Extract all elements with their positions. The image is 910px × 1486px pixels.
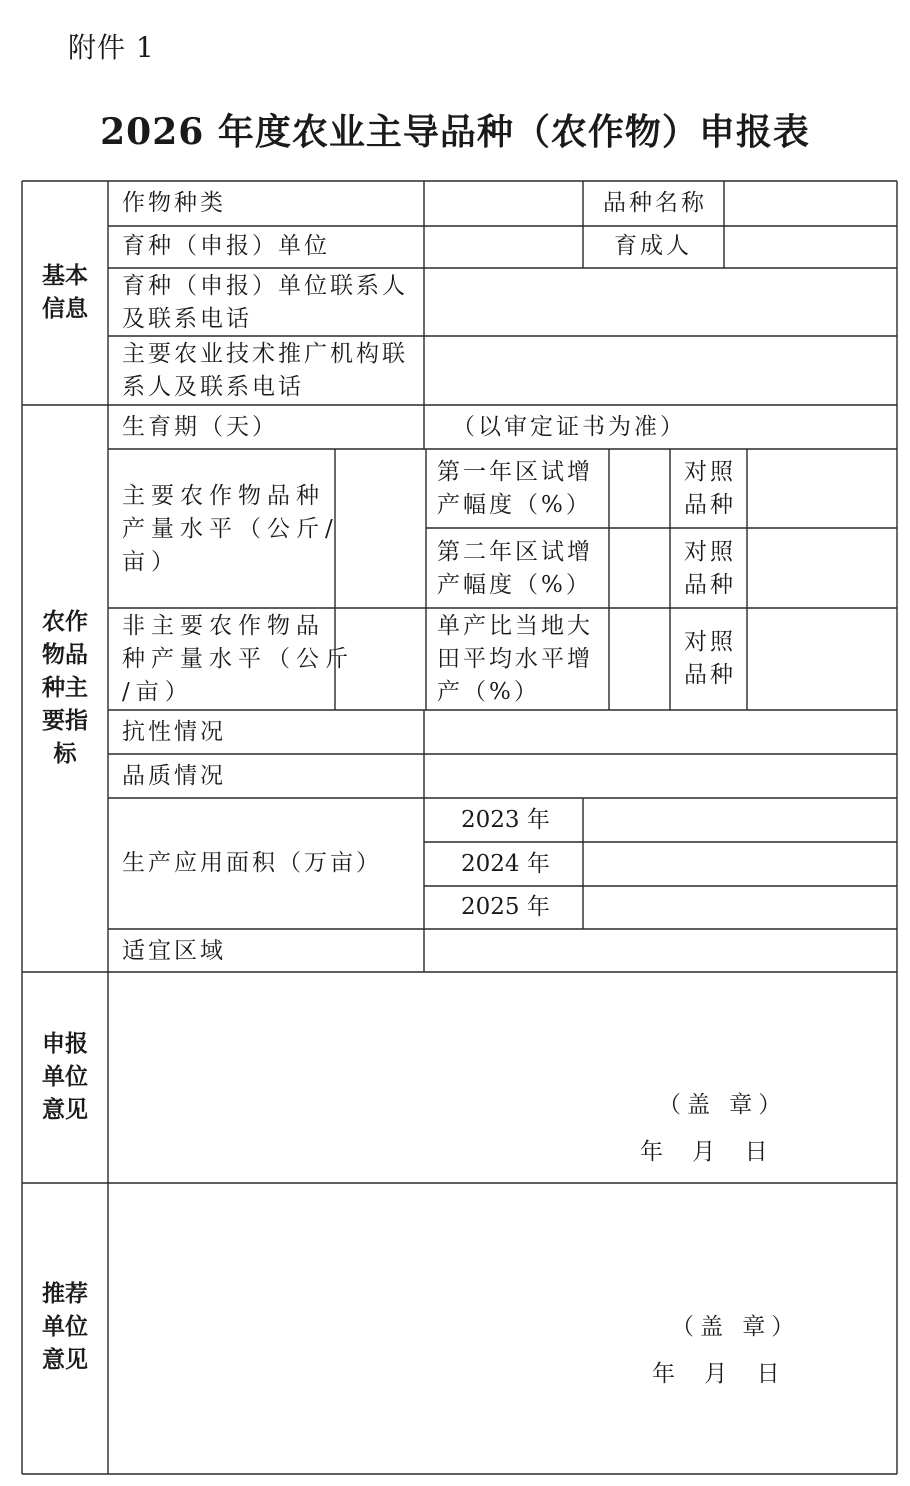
label-growth-period: 生育期（天） [122, 414, 278, 440]
label-local-increase: 单产比当地大 田平均水平增 产（%） [437, 613, 593, 705]
form-title: 2026 年度农业主导品种（农作物）申报表 [100, 111, 810, 153]
label-unit-contact: 育种（申报）单位联系人 及联系电话 [122, 273, 408, 332]
recommending-date: 年 月 日 [652, 1361, 780, 1387]
label-breeder: 育成人 [614, 233, 692, 259]
label-trial-year1: 第一年区试增 产幅度（%） [437, 459, 593, 518]
label-trial-year2: 第二年区试增 产幅度（%） [437, 539, 593, 598]
label-variety-name: 品种名称 [603, 190, 707, 216]
label-control-variety-2: 对照 品种 [684, 539, 736, 598]
declaring-seal: （盖 章） [658, 1092, 788, 1118]
growth-period-note: （以审定证书为准） [452, 414, 686, 440]
label-non-main-yield: 非主要农作物品 种产量水平（公斤 /亩） [122, 613, 354, 705]
label-breeding-unit: 育种（申报）单位 [122, 233, 330, 259]
section-basic-info: 基本 信息 [42, 263, 88, 322]
year-2025: 2025 年 [461, 894, 550, 920]
label-crop-type: 作物种类 [122, 190, 226, 216]
label-main-crop-yield: 主要农作物品种 产量水平（公斤/ 亩） [122, 483, 339, 575]
label-suitable-region: 适宜区域 [122, 938, 226, 964]
section-declaring-opinion: 申报 单位 意见 [42, 1031, 88, 1123]
year-2023: 2023 年 [461, 807, 550, 833]
label-control-variety-1: 对照 品种 [684, 459, 736, 518]
year-2024: 2024 年 [461, 851, 550, 877]
label-quality: 品质情况 [122, 763, 226, 789]
section-recommending-opinion: 推荐 单位 意见 [42, 1281, 88, 1373]
attachment-label: 附件 1 [68, 31, 155, 64]
recommending-seal: （盖 章） [671, 1314, 801, 1340]
label-control-variety-3: 对照 品种 [684, 629, 736, 688]
label-planting-area: 生产应用面积（万亩） [122, 850, 382, 876]
section-crop-indicators: 农作 物品 种主 要指 标 [42, 609, 88, 767]
declaring-date: 年 月 日 [640, 1139, 768, 1165]
label-resistance: 抗性情况 [122, 719, 226, 745]
label-extension-contact: 主要农业技术推广机构联 系人及联系电话 [122, 341, 408, 400]
